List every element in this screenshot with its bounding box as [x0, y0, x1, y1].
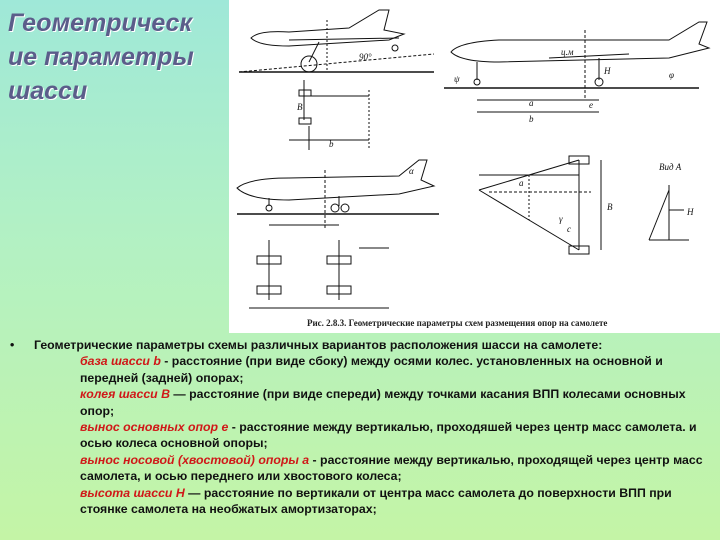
- label-B-plan: B: [607, 202, 613, 212]
- item-main-offset: [34, 419, 710, 452]
- landing-gear-diagram: [229, 0, 720, 333]
- label-psi: ψ: [454, 74, 460, 84]
- label-phi: φ: [669, 70, 674, 80]
- nosewheel-airliner-side: [444, 22, 709, 112]
- label-90: 90°: [359, 52, 372, 62]
- label-a-plan: a: [519, 178, 524, 188]
- label-b-left: b: [329, 139, 334, 149]
- term-gear-height: высота шасси Н: [80, 485, 185, 500]
- label-gamma: γ: [559, 214, 563, 224]
- item-track: [34, 386, 710, 419]
- term-wheelbase: база шасси b: [80, 354, 161, 369]
- fighter-plan: [249, 240, 389, 308]
- term-main-offset: вынос основных опор е: [80, 420, 229, 435]
- def-wheelbase: - расстояние (при виде сбоку) между осями колес. установленных на основной и передней (задней) опорах;: [80, 354, 663, 385]
- term-nose-offset: вынос носовой (хвостовой) опоры а: [80, 452, 310, 467]
- intro-text: Геометрические параметры схемы различных вариантов расположения шасси на самолете:: [34, 338, 603, 352]
- def-main-offset: - расстояние между вертикалью, проходяшей через центр масс самолета. и осью колеса основной опоры;: [80, 420, 697, 451]
- label-e: e: [589, 100, 593, 110]
- airliner-plan: [479, 156, 601, 254]
- view-a-diagram: [649, 185, 689, 240]
- item-nose-offset: [34, 452, 710, 485]
- label-B: B: [297, 102, 303, 112]
- def-track: — расстояние (при виде спереди) между точками касания ВПП колесами основных опор;: [80, 387, 686, 418]
- label-alpha: α: [409, 166, 414, 176]
- def-nose-offset: - расстояние между вертикалью, проходящей через центр масс самолета, и осью переднего или хвостового колеса;: [80, 452, 703, 484]
- tailwheel-aircraft-side: [239, 10, 434, 72]
- item-wheelbase: [34, 353, 710, 386]
- slide-title: [8, 6, 228, 108]
- label-H-view: H: [687, 207, 694, 217]
- bullet-marker: •: [10, 338, 15, 352]
- label-b-top: b: [529, 114, 534, 124]
- item-gear-height: [34, 485, 710, 518]
- title-line-1: Геометрическ: [8, 9, 193, 37]
- diagram-svg: [229, 0, 720, 333]
- description-text: [10, 337, 710, 517]
- label-a: a: [529, 98, 534, 108]
- figure-caption: Рис. 2.8.3. Геометрические параметры схем размещения опор на самолете: [307, 318, 608, 328]
- label-cm: ц.м: [561, 47, 574, 57]
- def-gear-height: — расстояние по вертикали от центра масс самолета до поверхности ВПП при стоянке самолета на необжатых амортизаторах;: [80, 485, 672, 517]
- title-line-3: шасси: [8, 77, 88, 105]
- title-line-2: ие параметры: [8, 43, 194, 71]
- label-c: c: [567, 224, 571, 234]
- label-H: H: [604, 66, 611, 76]
- term-track: колея шасси В: [80, 387, 170, 402]
- label-view-a: Вид А: [659, 162, 682, 172]
